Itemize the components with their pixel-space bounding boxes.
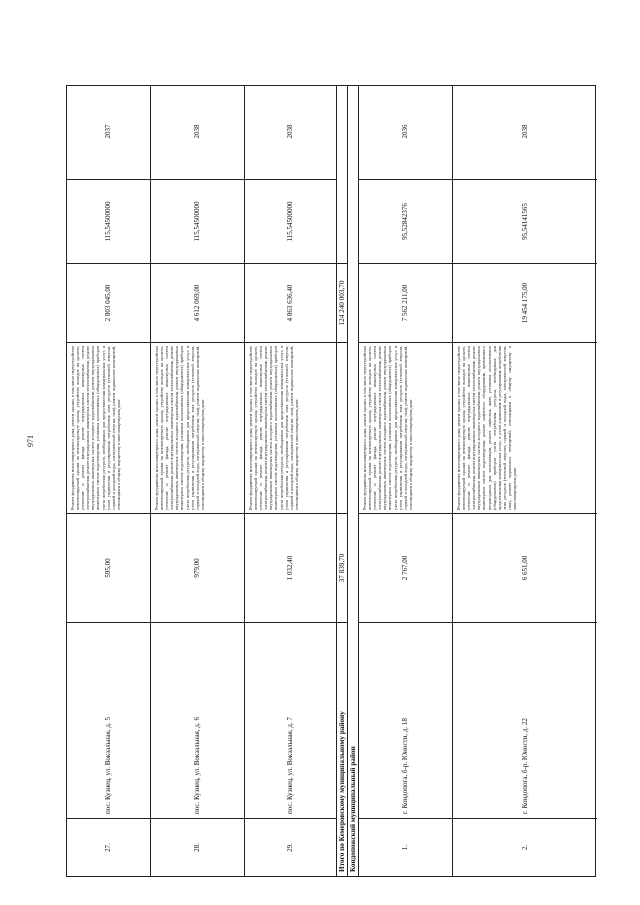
row-number: 27. <box>67 818 150 876</box>
unit-cost-cell: 95,52842376 <box>359 179 452 263</box>
page-number: 971 <box>26 435 35 447</box>
table-row <box>453 86 597 876</box>
cost-cell: 2 803 045,00 <box>67 263 150 342</box>
works-description-cell: Ремонт фундамента многоквартирного дома, ремонт крыши, в том числе переустройство невентилируемой крыши на вентилируемую крышу, устройство выходов на кровлю, утепление и ремонт фасада, ремонт внутридомовых инженерных систем электроснабжения, ремонт внутридомовых инженерных систем теплоснабжения, ремонт внутридомовых инженерных систем холодного водоснабжения, ремонт внутридомовых инженерных систем водоотведения, установка коллективных (общедомовых) приборов учета потребления ресурсов, необходимых для предоставления коммунальных услуг, и узлов управления и регулирования потребления этих ресурсов (тепловой энергии, горячей и холодной воды, электрической энергии, газа), ремонт подвальных помещений, относящихся к общему имуществу в многоквартирном доме <box>67 342 150 513</box>
year-cell: 2038 <box>193 124 202 139</box>
address-cell: пос. Кузнец, ул. Вокзальная, д. 6 <box>151 622 244 818</box>
table-row <box>245 86 337 876</box>
table-row <box>67 86 151 876</box>
row-number: 29. <box>245 818 336 876</box>
year-cell: 2038 <box>286 124 295 139</box>
cost-cell: 7 562 211,00 <box>359 263 452 342</box>
unit-cost-cell: 115,54500000 <box>151 179 244 263</box>
unit-cost-cell: 95,54141565 <box>453 179 597 263</box>
unit-cost-cell: 115,54500000 <box>245 179 336 263</box>
unit-cost-cell: 115,54500000 <box>67 179 150 263</box>
year-cell: 2037 <box>104 124 113 139</box>
row-number: 1. <box>359 818 452 876</box>
area-cell: 6 651,00 <box>453 513 597 622</box>
table-row <box>151 86 245 876</box>
address-cell: пос. Кузнец, ул. Вокзальная, д. 5 <box>67 622 150 818</box>
row-number: 28. <box>151 818 244 876</box>
year-cell: 2036 <box>401 124 410 139</box>
cost-cell: 19 454 175,00 <box>453 263 597 342</box>
area-cell: 2 767,00 <box>359 513 452 622</box>
summary-cost: 124 240 003,70 <box>337 263 347 342</box>
area-cell: 1 032,40 <box>245 513 336 622</box>
row-number: 2. <box>453 818 597 876</box>
summary-row <box>337 86 348 876</box>
district-heading-row <box>348 86 359 876</box>
table-row <box>359 86 453 876</box>
cost-cell: 4 612 069,00 <box>151 263 244 342</box>
works-description-cell: Ремонт фундамента многоквартирного дома, ремонт крыши, в том числе переустройство невентилируемой крыши на вентилируемую крышу, устройство выходов на кровлю, утепление и ремонт фасада, ремонт внутридомовых инженерных систем электроснабжения, ремонт внутридомовых инженерных систем теплоснабжения, ремонт внутридомовых инженерных систем холодного водоснабжения, ремонт внутридомовых инженерных систем водоотведения, установка коллективных (общедомовых) приборов учета потребления ресурсов, необходимых для предоставления коммунальных услуг, и узлов управления и регулирования потребления этих ресурсов (тепловой энергии, горячей и холодной воды, электрической энергии, газа), ремонт подвальных помещений, относящихся к общему имуществу в многоквартирном доме <box>359 342 452 513</box>
works-description-cell: Ремонт фундамента многоквартирного дома, ремонт крыши, в том числе переустройство невентилируемой крыши на вентилируемую крышу, устройство выходов на кровлю, утепление и ремонт фасада, ремонт внутридомовых инженерных систем электроснабжения, ремонт внутридомовых инженерных систем теплоснабжения, ремонт внутридомовых инженерных систем холодного водоснабжения, ремонт внутридомовых инженерных систем водоотведения, установка коллективных (общедомовых) приборов учета потребления ресурсов, необходимых для предоставления коммунальных услуг, и узлов управления и регулирования потребления этих ресурсов (тепловой энергии, горячей и холодной воды, электрической энергии, газа), ремонт подвальных помещений, относящихся к общему имуществу в многоквартирном доме <box>245 342 336 513</box>
area-cell: 595,00 <box>67 513 150 622</box>
works-description-cell: Ремонт фундамента многоквартирного дома, ремонт крыши, в том числе переустройство невентилируемой крыши на вентилируемую крышу, устройство выходов на кровлю, утепление и ремонт фасада, ремонт внутридомовых инженерных систем электроснабжения, ремонт внутридомовых инженерных систем теплоснабжения, ремонт внутридомовых инженерных систем холодного водоснабжения, ремонт внутридомовых инженерных систем водоотведения, ремонт лифтового оборудования, признанного непригодным для эксплуатации, ремонт лифтовых шахт, установка коллективных (общедомовых) приборов учета потребления ресурсов, необходимых для предоставления коммунальных услуг, и узлов управления и регулирования потребления этих ресурсов (тепловой энергии, горячей и холодной воды, электрической энергии, газа), ремонт подвальных помещений, относящихся к общему имуществу в многоквартирном доме <box>453 342 597 513</box>
page <box>66 85 596 877</box>
summary-blank-cell <box>337 342 347 513</box>
repair-program-table <box>66 85 596 877</box>
address-cell: пос. Кузнец, ул. Вокзальная, д. 7 <box>245 622 336 818</box>
year-cell: 2038 <box>520 124 529 139</box>
address-cell: г. Кондопога, б-р. Юности, д. 22 <box>453 622 597 818</box>
summary-label: Итого по Кемеровскому муниципальному району <box>337 622 347 876</box>
cost-cell: 4 863 636,40 <box>245 263 336 342</box>
address-cell: г. Кондопога, б-р. Юности, д. 18 <box>359 622 452 818</box>
district-heading: Кондопожский муниципальный район <box>349 746 357 872</box>
area-cell: 979,00 <box>151 513 244 622</box>
works-description-cell: Ремонт фундамента многоквартирного дома, ремонт крыши, в том числе переустройство невентилируемой крыши на вентилируемую крышу, устройство выходов на кровлю, утепление и ремонт фасада, ремонт внутридомовых инженерных систем электроснабжения, ремонт внутридомовых инженерных систем теплоснабжения, ремонт внутридомовых инженерных систем холодного водоснабжения, ремонт внутридомовых инженерных систем водоотведения, установка коллективных (общедомовых) приборов учета потребления ресурсов, необходимых для предоставления коммунальных услуг, и узлов управления и регулирования потребления этих ресурсов (тепловой энергии, горячей и холодной воды, электрической энергии, газа), ремонт подвальных помещений, относящихся к общему имуществу в многоквартирном доме <box>151 342 244 513</box>
summary-area: 37 839,70 <box>337 513 347 622</box>
